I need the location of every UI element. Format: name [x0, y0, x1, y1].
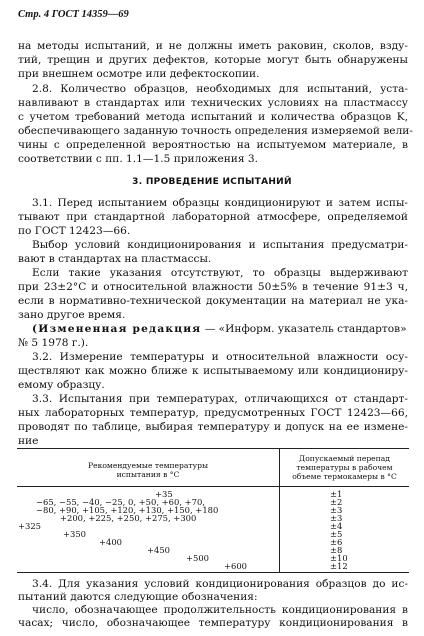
- p28-line-4: обеспечивающего заданную точность определения измеряемой вели-: [18, 125, 413, 137]
- table-row: +200, +225, +250, +275, +300: [60, 513, 197, 523]
- table-row: +35: [155, 489, 173, 499]
- p28-line-2: навливают в стандартах или технических условиях на пластмассу: [18, 97, 408, 109]
- table-row: +450: [147, 545, 171, 555]
- col2-header-line-1: Допускаемый перепад: [299, 454, 390, 463]
- table-tolerance: ±3: [330, 513, 343, 523]
- table-row: +325: [18, 521, 42, 531]
- p33-line-2: ных лабораторных температур, предусмотренных ГОСТ 12423—66,: [18, 407, 408, 419]
- p34-line-4: часах; число, обозначающее температуру кондиционирования в: [18, 617, 408, 629]
- p31-line-1: 3.1. Перед испытанием образцы кондиционируют и затем испы-: [32, 197, 408, 209]
- col2-header-line-2: температуры в рабочем: [296, 463, 393, 472]
- amendment-line-2: № 5 1978 г.).: [18, 337, 89, 349]
- table-row: +400: [99, 537, 123, 547]
- p28-line-5: чины с определенной вероятностью на испытуемом материале, в: [18, 139, 408, 151]
- p31-line-7: при 23±2°C и относительной влажности 50±5% в течение 91±3 ч,: [18, 281, 408, 293]
- table-tolerance: ±12: [330, 561, 348, 571]
- p32-line-1: 3.2. Измерение температуры и относительной влажности осу-: [32, 351, 408, 363]
- p32-line-3: емому образцу.: [18, 379, 105, 391]
- p31-line-6: Если такие указания отсутствуют, то образцы выдерживают: [32, 267, 408, 279]
- p31-line-4: Выбор условий кондиционирования и испытания предусматри-: [32, 239, 408, 251]
- p31-line-8: если в нормативно-технической документации на материал не ука-: [18, 295, 408, 307]
- intro-line-2: тий, трещин и других дефектов, которые могут быть обнаружены: [18, 54, 408, 66]
- intro-line-1: на методы испытаний, и не должны иметь раковин, сколов, взду-: [18, 40, 408, 52]
- table-row: +600: [224, 561, 248, 571]
- table-header-rule: [17, 486, 409, 487]
- col2-header: [280, 454, 409, 481]
- table-row: +350: [63, 529, 87, 539]
- table-tolerance: ±8: [330, 545, 343, 555]
- table-tolerance: ±5: [330, 529, 343, 539]
- p31-line-2: тывают при стандартной лабораторной атмосфере, определяемой: [18, 211, 408, 223]
- section-title: 3. ПРОВЕДЕНИЕ ИСПЫТАНИЙ: [132, 177, 292, 187]
- p32-line-2: ществляют как можно ближе к испытываемому или кондициониру-: [18, 365, 408, 377]
- p28-line-1: 2.8. Количество образцов, необходимых для испытаний, уста-: [32, 83, 408, 95]
- p33-line-3: проводят по таблице, выбирая температуру и допуск на ее измене-: [18, 421, 408, 433]
- p33-line-4: ние: [18, 435, 39, 447]
- table-tolerance: ±2: [330, 497, 343, 507]
- p34-line-1: 3.4. Для указания условий кондиционирования образцов до ис-: [32, 578, 408, 590]
- table-bottom-rule: [17, 572, 409, 573]
- intro-line-3: при внешнем осмотре или дефектоскопии.: [18, 68, 260, 80]
- col2-header-line-3: объеме термокамеры в °С: [292, 472, 397, 481]
- p31-line-9: зано другое время.: [18, 309, 126, 321]
- table-tolerance: ±3: [330, 505, 343, 515]
- table-tolerance: ±6: [330, 537, 343, 547]
- amendment-line-1: [32, 323, 408, 335]
- amendment-label: (Измененная редакция: [32, 323, 202, 335]
- p34-line-3: число, обозначающее продолжительность кондиционирования в: [32, 604, 408, 616]
- table-row: −65, −55, −40, −25, 0, +50, +60, +70,: [36, 497, 205, 507]
- p28-line-3: с учетом требований метода испытаний и количества образцов K,: [18, 111, 408, 123]
- table-row: −80, +90, +105, +120, +130, +150, +180: [36, 505, 219, 515]
- table-row: +500: [186, 553, 210, 563]
- p34-line-2: пытаний даются следующие обозначения:: [18, 591, 258, 603]
- amendment-text: — «Информ. указатель стандартов»: [201, 323, 407, 335]
- table-top-rule: [17, 448, 409, 449]
- page-header: Стр. 4 ГОСТ 14359—69: [18, 9, 129, 20]
- p31-line-3: по ГОСТ 12423—66.: [18, 225, 131, 237]
- p33-line-1: 3.3. Испытания при температурах, отличающихся от стандарт-: [32, 393, 408, 405]
- p28-line-6: соответствии с пп. 1.1—1.5 приложения 3.: [18, 153, 259, 165]
- table-tolerance: ±10: [330, 553, 348, 563]
- col1-header-line-1: Рекомендуемые температуры: [88, 461, 208, 470]
- table-tolerance: ±4: [330, 521, 343, 531]
- col1-header-line-2: испытания в °С: [116, 470, 180, 479]
- table-bottom: [17, 572, 409, 573]
- p31-line-5: вают в стандартах на пластмассы.: [18, 253, 212, 265]
- col1-header: [17, 461, 279, 479]
- table-tolerance: ±1: [330, 489, 343, 499]
